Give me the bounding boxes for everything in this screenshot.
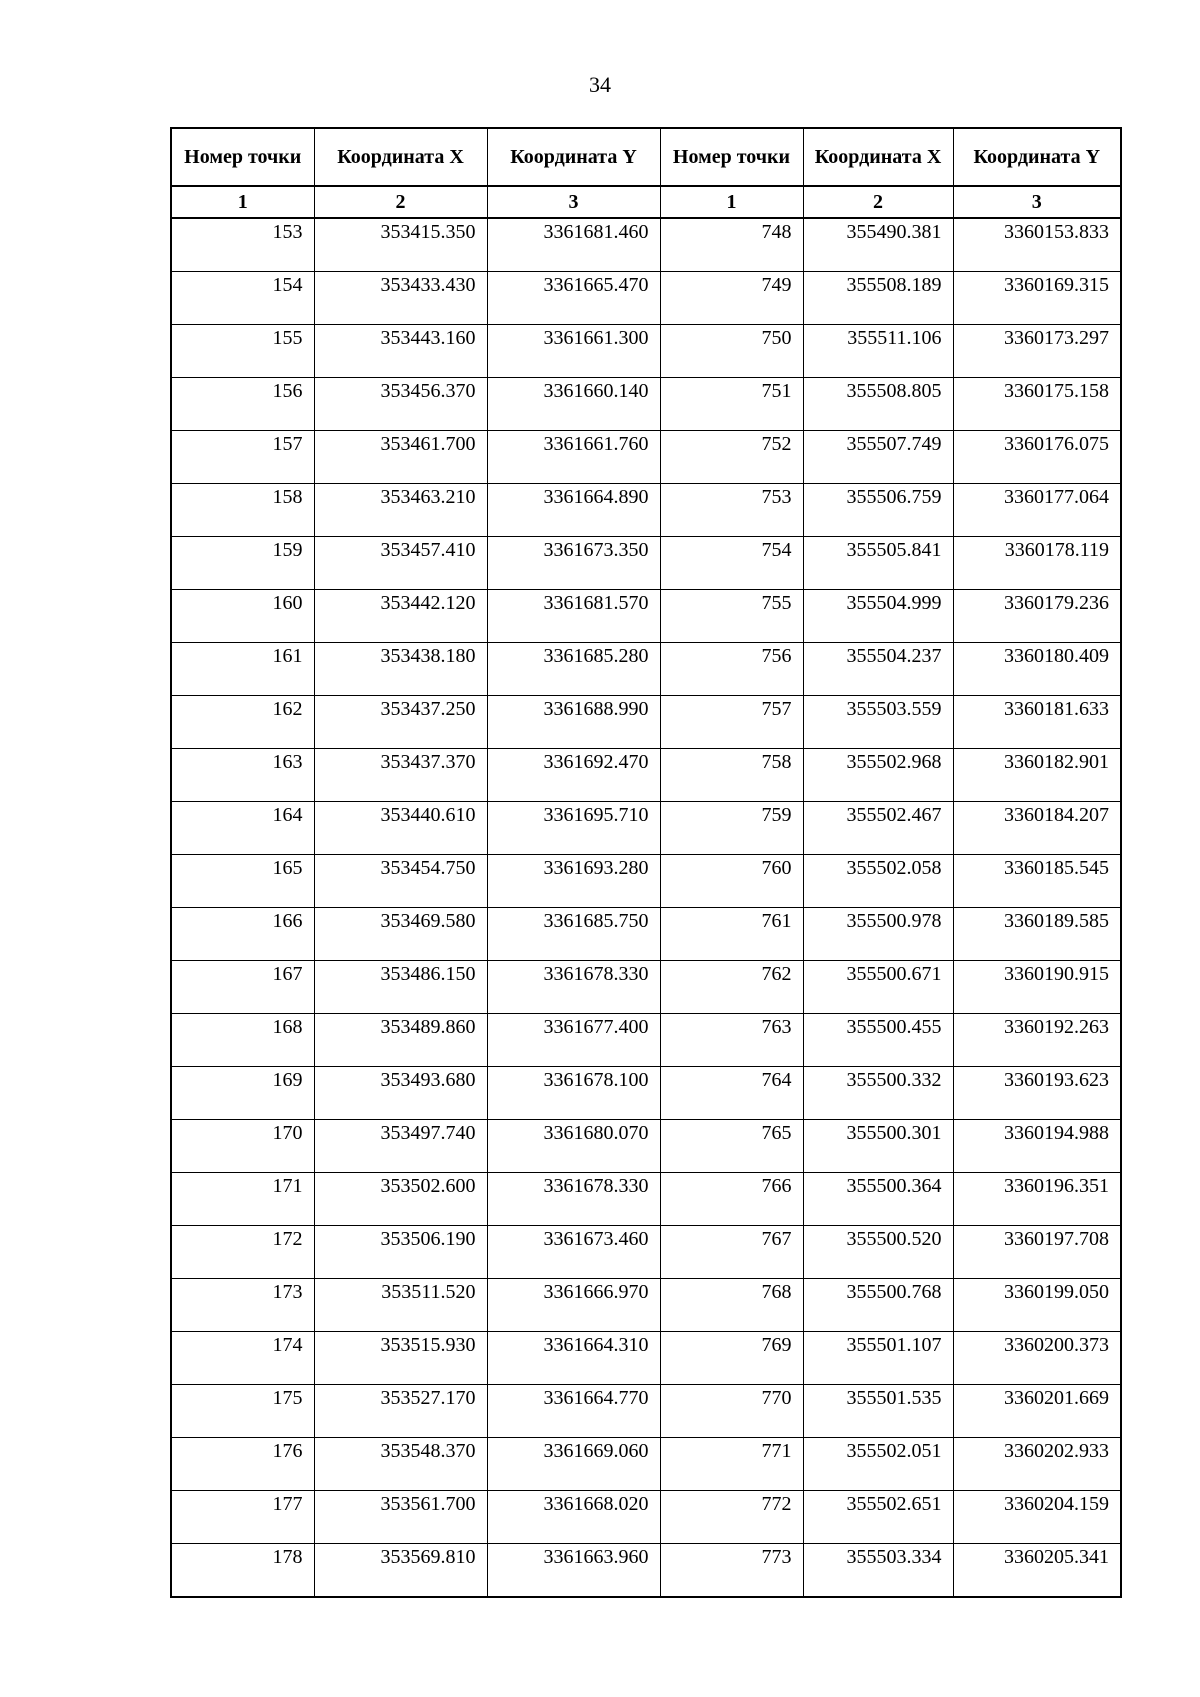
point-number-cell: 771	[660, 1438, 803, 1491]
coordinate-x-cell: 355500.768	[803, 1279, 953, 1332]
coordinate-y-cell: 3361664.890	[487, 484, 660, 537]
table-row	[171, 1544, 1121, 1598]
coordinate-x-cell: 355503.334	[803, 1544, 953, 1598]
table-row	[171, 218, 1121, 272]
point-number-cell: 154	[171, 272, 314, 325]
coordinate-x-cell: 353433.430	[314, 272, 487, 325]
table-header-row	[171, 128, 1121, 186]
coordinate-x-cell: 355501.535	[803, 1385, 953, 1438]
table-row	[171, 378, 1121, 431]
column-number: 2	[314, 186, 487, 218]
table-row	[171, 696, 1121, 749]
coordinate-y-cell: 3361678.330	[487, 961, 660, 1014]
coordinate-x-cell: 355503.559	[803, 696, 953, 749]
coordinate-x-cell: 353569.810	[314, 1544, 487, 1598]
coordinate-x-cell: 355500.332	[803, 1067, 953, 1120]
point-number-cell: 166	[171, 908, 314, 961]
table-row	[171, 1491, 1121, 1544]
coordinate-x-cell: 353511.520	[314, 1279, 487, 1332]
coordinate-y-cell: 3360202.933	[953, 1438, 1121, 1491]
point-number-cell: 764	[660, 1067, 803, 1120]
table-row	[171, 643, 1121, 696]
coordinate-x-cell: 353461.700	[314, 431, 487, 484]
coordinate-y-cell: 3360176.075	[953, 431, 1121, 484]
point-number-cell: 155	[171, 325, 314, 378]
point-number-cell: 157	[171, 431, 314, 484]
coordinate-x-cell: 355502.651	[803, 1491, 953, 1544]
point-number-cell: 754	[660, 537, 803, 590]
table-row	[171, 1067, 1121, 1120]
coordinate-y-cell: 3360153.833	[953, 218, 1121, 272]
header-coordinate-y-2: Координата Y	[953, 128, 1121, 186]
coordinate-y-cell: 3361661.760	[487, 431, 660, 484]
coordinate-y-cell: 3361678.330	[487, 1173, 660, 1226]
table-row	[171, 749, 1121, 802]
coordinate-y-cell: 3360175.158	[953, 378, 1121, 431]
coordinate-x-cell: 353454.750	[314, 855, 487, 908]
point-number-cell: 168	[171, 1014, 314, 1067]
coordinate-y-cell: 3361685.280	[487, 643, 660, 696]
column-number: 1	[171, 186, 314, 218]
coordinate-y-cell: 3361664.310	[487, 1332, 660, 1385]
point-number-cell: 767	[660, 1226, 803, 1279]
table-row	[171, 1385, 1121, 1438]
table-row	[171, 431, 1121, 484]
table-row	[171, 1014, 1121, 1067]
coordinate-y-cell: 3360194.988	[953, 1120, 1121, 1173]
coordinate-x-cell: 355500.671	[803, 961, 953, 1014]
coordinate-y-cell: 3360201.669	[953, 1385, 1121, 1438]
coordinate-x-cell: 355504.999	[803, 590, 953, 643]
point-number-cell: 163	[171, 749, 314, 802]
table-row	[171, 802, 1121, 855]
header-point-number-1: Номер точки	[171, 128, 314, 186]
point-number-cell: 172	[171, 1226, 314, 1279]
coordinate-y-cell: 3360184.207	[953, 802, 1121, 855]
coordinate-y-cell: 3360180.409	[953, 643, 1121, 696]
table-row	[171, 1226, 1121, 1279]
coordinate-x-cell: 355508.805	[803, 378, 953, 431]
coordinate-x-cell: 353437.370	[314, 749, 487, 802]
coordinate-x-cell: 353515.930	[314, 1332, 487, 1385]
table-row	[171, 855, 1121, 908]
point-number-cell: 760	[660, 855, 803, 908]
point-number-cell: 770	[660, 1385, 803, 1438]
coordinate-x-cell: 355500.520	[803, 1226, 953, 1279]
point-number-cell: 169	[171, 1067, 314, 1120]
point-number-cell: 751	[660, 378, 803, 431]
table-body	[171, 218, 1121, 1597]
coordinate-y-cell: 3361680.070	[487, 1120, 660, 1173]
coordinate-x-cell: 353463.210	[314, 484, 487, 537]
point-number-cell: 750	[660, 325, 803, 378]
coordinate-x-cell: 353548.370	[314, 1438, 487, 1491]
coordinate-y-cell: 3360192.263	[953, 1014, 1121, 1067]
coordinate-y-cell: 3361673.460	[487, 1226, 660, 1279]
coordinate-y-cell: 3360196.351	[953, 1173, 1121, 1226]
coordinate-x-cell: 353442.120	[314, 590, 487, 643]
coordinate-x-cell: 355501.107	[803, 1332, 953, 1385]
coordinate-y-cell: 3360200.373	[953, 1332, 1121, 1385]
coordinate-x-cell: 353493.680	[314, 1067, 487, 1120]
point-number-cell: 162	[171, 696, 314, 749]
coordinate-y-cell: 3361688.990	[487, 696, 660, 749]
coordinate-x-cell: 355502.968	[803, 749, 953, 802]
coordinate-x-cell: 353489.860	[314, 1014, 487, 1067]
point-number-cell: 174	[171, 1332, 314, 1385]
coordinate-y-cell: 3361677.400	[487, 1014, 660, 1067]
coordinate-x-cell: 353469.580	[314, 908, 487, 961]
coordinate-x-cell: 355511.106	[803, 325, 953, 378]
point-number-cell: 761	[660, 908, 803, 961]
point-number-cell: 759	[660, 802, 803, 855]
coordinate-x-cell: 353437.250	[314, 696, 487, 749]
coordinate-y-cell: 3360189.585	[953, 908, 1121, 961]
point-number-cell: 753	[660, 484, 803, 537]
point-number-cell: 769	[660, 1332, 803, 1385]
column-number: 3	[487, 186, 660, 218]
coordinate-x-cell: 355500.978	[803, 908, 953, 961]
coordinate-y-cell: 3360178.119	[953, 537, 1121, 590]
coordinate-x-cell: 353438.180	[314, 643, 487, 696]
coordinate-y-cell: 3361669.060	[487, 1438, 660, 1491]
point-number-cell: 158	[171, 484, 314, 537]
coordinate-y-cell: 3360181.633	[953, 696, 1121, 749]
coordinate-y-cell: 3361693.280	[487, 855, 660, 908]
point-number-cell: 156	[171, 378, 314, 431]
coordinate-y-cell: 3360169.315	[953, 272, 1121, 325]
coordinate-y-cell: 3361663.960	[487, 1544, 660, 1598]
coordinate-x-cell: 355508.189	[803, 272, 953, 325]
coordinate-x-cell: 353561.700	[314, 1491, 487, 1544]
coordinate-x-cell: 353527.170	[314, 1385, 487, 1438]
table-row	[171, 537, 1121, 590]
point-number-cell: 160	[171, 590, 314, 643]
column-number: 2	[803, 186, 953, 218]
point-number-cell: 756	[660, 643, 803, 696]
coordinate-y-cell: 3361681.460	[487, 218, 660, 272]
coordinate-y-cell: 3361681.570	[487, 590, 660, 643]
page-number: 34	[589, 72, 611, 97]
coordinate-x-cell: 355507.749	[803, 431, 953, 484]
table-row	[171, 961, 1121, 1014]
point-number-cell: 763	[660, 1014, 803, 1067]
coordinate-y-cell: 3361695.710	[487, 802, 660, 855]
coordinate-y-cell: 3361673.350	[487, 537, 660, 590]
point-number-cell: 161	[171, 643, 314, 696]
header-coordinate-x-2: Координата X	[803, 128, 953, 186]
coordinate-y-cell: 3360197.708	[953, 1226, 1121, 1279]
table-row	[171, 484, 1121, 537]
point-number-cell: 765	[660, 1120, 803, 1173]
point-number-cell: 170	[171, 1120, 314, 1173]
coordinate-x-cell: 353440.610	[314, 802, 487, 855]
coordinate-x-cell: 355502.467	[803, 802, 953, 855]
point-number-cell: 766	[660, 1173, 803, 1226]
point-number-cell: 164	[171, 802, 314, 855]
table-row	[171, 1332, 1121, 1385]
point-number-cell: 175	[171, 1385, 314, 1438]
table-row	[171, 1438, 1121, 1491]
point-number-cell: 165	[171, 855, 314, 908]
coordinate-x-cell: 355500.455	[803, 1014, 953, 1067]
point-number-cell: 173	[171, 1279, 314, 1332]
coordinate-y-cell: 3360204.159	[953, 1491, 1121, 1544]
table-row	[171, 272, 1121, 325]
point-number-cell: 176	[171, 1438, 314, 1491]
coordinate-y-cell: 3361665.470	[487, 272, 660, 325]
coordinates-table	[170, 127, 1122, 1598]
point-number-cell: 762	[660, 961, 803, 1014]
point-number-cell: 177	[171, 1491, 314, 1544]
coordinate-x-cell: 355490.381	[803, 218, 953, 272]
coordinate-y-cell: 3361685.750	[487, 908, 660, 961]
coordinate-y-cell: 3361678.100	[487, 1067, 660, 1120]
coordinate-y-cell: 3361668.020	[487, 1491, 660, 1544]
point-number-cell: 768	[660, 1279, 803, 1332]
point-number-cell: 749	[660, 272, 803, 325]
header-coordinate-x-1: Координата X	[314, 128, 487, 186]
coordinate-y-cell: 3361664.770	[487, 1385, 660, 1438]
coordinate-x-cell: 355500.301	[803, 1120, 953, 1173]
coordinate-x-cell: 353506.190	[314, 1226, 487, 1279]
table-row	[171, 590, 1121, 643]
column-number-row	[171, 186, 1121, 218]
table-row	[171, 1120, 1121, 1173]
coordinate-x-cell: 353456.370	[314, 378, 487, 431]
point-number-cell: 773	[660, 1544, 803, 1598]
coordinate-y-cell: 3360182.901	[953, 749, 1121, 802]
coordinate-x-cell: 353457.410	[314, 537, 487, 590]
coordinate-y-cell: 3360193.623	[953, 1067, 1121, 1120]
coordinate-x-cell: 353443.160	[314, 325, 487, 378]
point-number-cell: 757	[660, 696, 803, 749]
coordinate-y-cell: 3361666.970	[487, 1279, 660, 1332]
table-row	[171, 325, 1121, 378]
point-number-cell: 748	[660, 218, 803, 272]
coordinate-x-cell: 355502.058	[803, 855, 953, 908]
coordinate-y-cell: 3360179.236	[953, 590, 1121, 643]
table-row	[171, 1279, 1121, 1332]
header-coordinate-y-1: Координата Y	[487, 128, 660, 186]
point-number-cell: 772	[660, 1491, 803, 1544]
point-number-cell: 171	[171, 1173, 314, 1226]
coordinate-y-cell: 3361660.140	[487, 378, 660, 431]
coordinate-y-cell: 3360177.064	[953, 484, 1121, 537]
point-number-cell: 752	[660, 431, 803, 484]
table-row	[171, 1173, 1121, 1226]
coordinate-y-cell: 3360199.050	[953, 1279, 1121, 1332]
point-number-cell: 153	[171, 218, 314, 272]
point-number-cell: 167	[171, 961, 314, 1014]
point-number-cell: 758	[660, 749, 803, 802]
header-point-number-2: Номер точки	[660, 128, 803, 186]
coordinate-y-cell: 3361692.470	[487, 749, 660, 802]
coordinate-x-cell: 353497.740	[314, 1120, 487, 1173]
coordinate-x-cell: 353502.600	[314, 1173, 487, 1226]
coordinate-x-cell: 355500.364	[803, 1173, 953, 1226]
coordinate-y-cell: 3360173.297	[953, 325, 1121, 378]
coordinate-x-cell: 353415.350	[314, 218, 487, 272]
coordinate-x-cell: 355504.237	[803, 643, 953, 696]
table-row	[171, 908, 1121, 961]
column-number: 1	[660, 186, 803, 218]
point-number-cell: 159	[171, 537, 314, 590]
coordinate-y-cell: 3360185.545	[953, 855, 1121, 908]
column-number: 3	[953, 186, 1121, 218]
coordinate-y-cell: 3361661.300	[487, 325, 660, 378]
coordinate-x-cell: 353486.150	[314, 961, 487, 1014]
coordinate-y-cell: 3360190.915	[953, 961, 1121, 1014]
coordinate-x-cell: 355502.051	[803, 1438, 953, 1491]
point-number-cell: 755	[660, 590, 803, 643]
point-number-cell: 178	[171, 1544, 314, 1598]
coordinate-y-cell: 3360205.341	[953, 1544, 1121, 1598]
coordinate-x-cell: 355505.841	[803, 537, 953, 590]
coordinate-x-cell: 355506.759	[803, 484, 953, 537]
